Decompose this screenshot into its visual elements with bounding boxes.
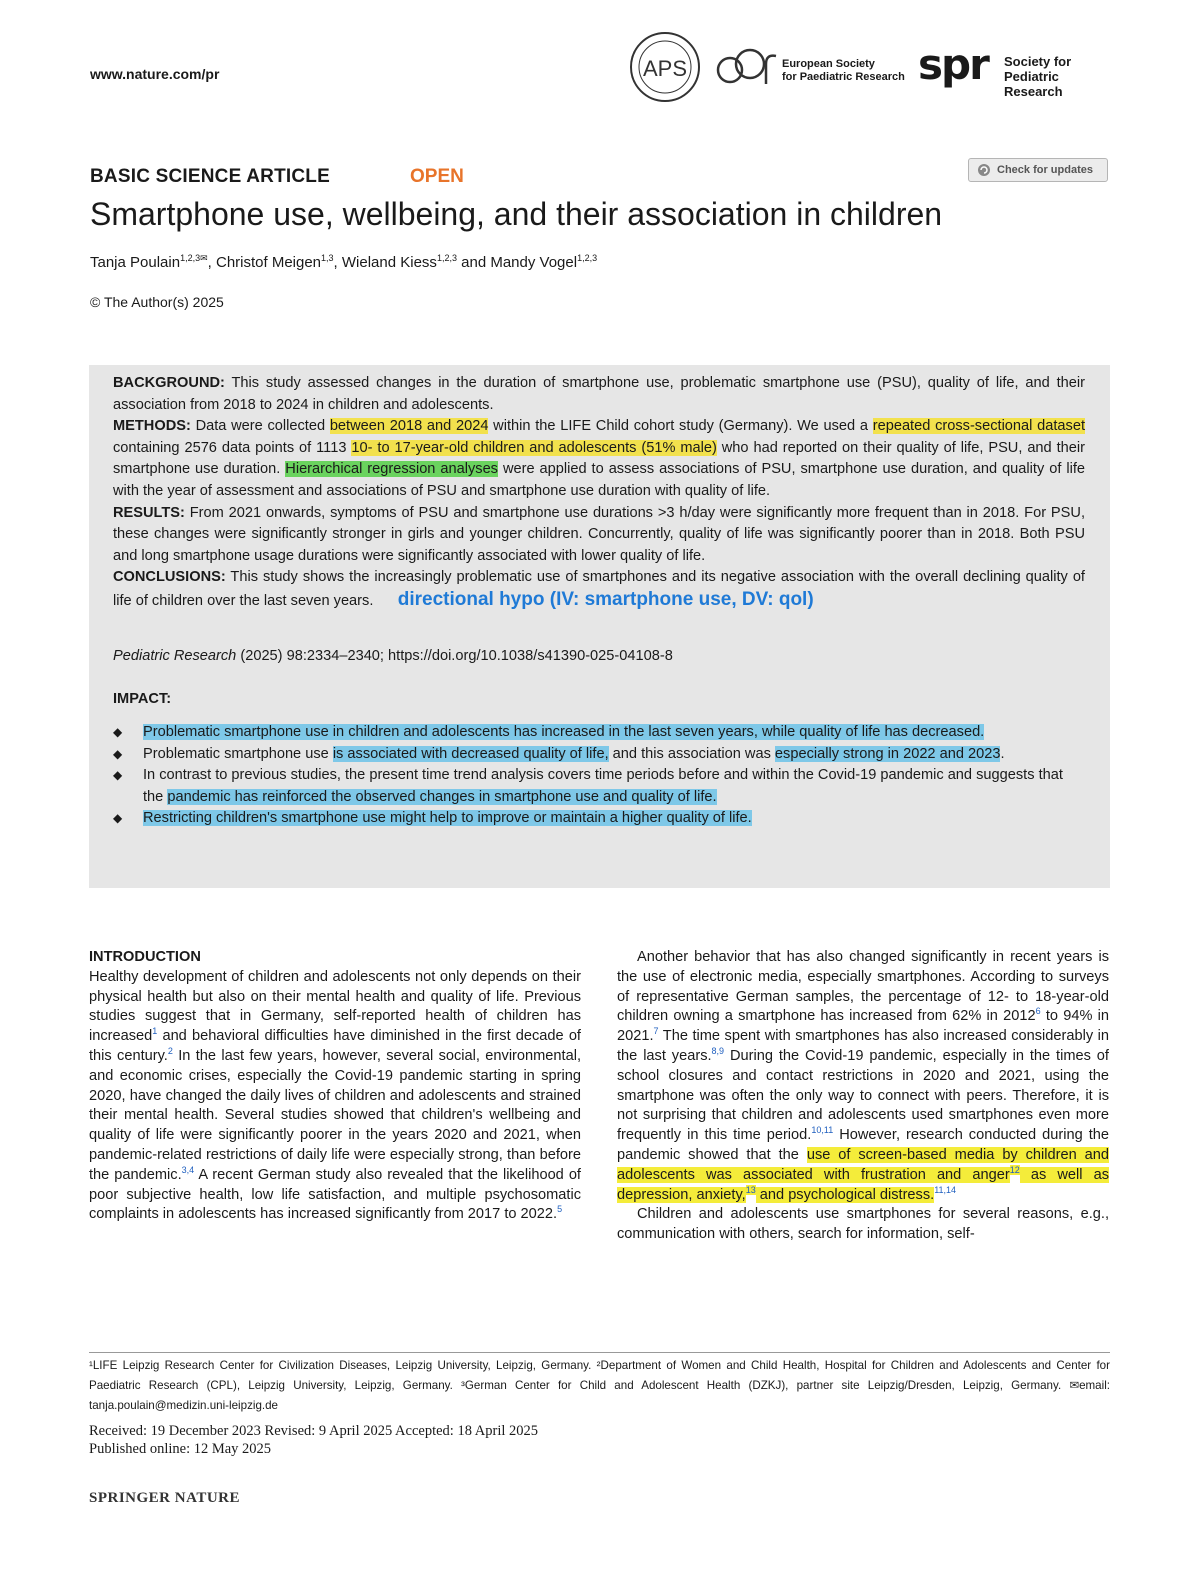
- reference-link[interactable]: 5: [557, 1204, 563, 1215]
- conclusions-text: This study shows the increasingly problematic use of smartphones and its negative association with the overall declining quality of life of children over the last seven years.: [113, 569, 1085, 609]
- publication-dates: [89, 1422, 538, 1458]
- highlight-yellow: between 2018 and 2024: [329, 418, 489, 435]
- body-text: During the Covid-19 pandemic, especially in the times of school closures and contact restrictions in 2020 and 2021, using the smartphone was often the only way to connect with peers. Therefore, it is not surprising that children and adolescents used smartphones even more frequently in this time period.: [617, 1047, 1109, 1144]
- background-label: BACKGROUND:: [113, 375, 225, 391]
- author-affiliation[interactable]: 1,2,3✉: [180, 253, 208, 263]
- check-for-updates-button[interactable]: [968, 158, 1108, 182]
- author-name[interactable]: Wieland Kiess: [341, 254, 437, 271]
- received-revised-accepted: Received: 19 December 2023 Revised: 9 April 2025 Accepted: 18 April 2025: [89, 1423, 538, 1439]
- body-text: to 94% in 2021.: [617, 1008, 1109, 1045]
- society-logos: [628, 30, 1118, 104]
- results-label: RESULTS:: [113, 504, 185, 521]
- abstract-text: [113, 373, 1085, 613]
- reference-link[interactable]: 8,9: [711, 1046, 725, 1057]
- body-text: In the last few years, however, several social, environmental, and economic crises, especially the Covid-19 pandemic starting in spring 2020, have changed the daily lives of children and adolescents and strained their mental health. Several studies showed that children's wellbeing and quality of life were significantly poorer in the years 2020 and 2021, when pandemic-related restrictions of daily life were especially strong, than before the pandemic.: [89, 1047, 582, 1183]
- highlight-blue: Restricting children's smartphone use might help to improve or maintain a higher quality of life.: [143, 810, 752, 827]
- citation-doi[interactable]: (2025) 98:2334–2340; https://doi.org/10.1038/s41390-025-04108-8: [236, 648, 673, 664]
- diamond-bullet-icon: ◆: [113, 725, 123, 739]
- impact-heading: IMPACT:: [113, 691, 172, 707]
- intro-paragraph: [89, 968, 581, 1225]
- background-text: This study assessed changes in the duration of smartphone use, problematic smartphone use (PSU), quality of life, and their association from 2018 to 2024 in children and adolescents.: [113, 375, 1085, 413]
- highlight-blue: especially strong in 2022 and 2023: [774, 745, 1001, 762]
- published-online: Published online: 12 May 2025: [89, 1441, 272, 1457]
- body-paragraph: [617, 948, 1109, 1205]
- open-access-badge: OPEN: [410, 166, 464, 187]
- section-heading-introduction: INTRODUCTION: [89, 949, 201, 965]
- methods-text: were applied to assess associations of PSU, smartphone use duration, and quality of life with the year of assessment and associations of PSU and smartphone use duration with quality of life.: [113, 461, 1085, 499]
- methods-text: Data were collected: [190, 418, 330, 435]
- body-column-right: [617, 948, 1109, 1245]
- reference-link[interactable]: 12: [1009, 1164, 1020, 1175]
- author-list: [90, 253, 597, 271]
- highlight-yellow: 10- to 17-year-old children and adolescents (51% male): [351, 439, 717, 456]
- impact-text: Problematic smartphone use: [143, 745, 333, 762]
- abstract-background: [113, 373, 1085, 416]
- refresh-icon: [977, 163, 991, 177]
- diamond-bullet-icon: ◆: [113, 768, 123, 783]
- author-affiliation[interactable]: 1,2,3: [436, 253, 457, 263]
- footnote-divider: [89, 1352, 1110, 1353]
- spr-logo-glyph: spr: [918, 40, 988, 89]
- article-type: BASIC SCIENCE ARTICLE: [90, 166, 330, 187]
- diamond-bullet-icon: ◆: [113, 811, 123, 826]
- body-text: The time spent with smartphones has also increased considerably in the last years.: [617, 1028, 1109, 1064]
- impact-item: [113, 744, 1085, 766]
- body-text: Another behavior that has also changed significantly in recent years is the use of electronic media, especially smartphones. According to surveys of representative German samples, the percentage of 12- to 18-year-old children owning a smartphone has increased from 62% in 2012: [617, 949, 1109, 1025]
- espr-line-1: European Society: [782, 58, 875, 70]
- reference-link[interactable]: 3,4: [181, 1164, 195, 1175]
- spr-line-2: Pediatric Research: [1004, 69, 1063, 99]
- aps-logo-text: APS: [642, 56, 688, 81]
- spr-line-1: Society for: [1004, 54, 1072, 69]
- espr-logo-mark: [716, 44, 780, 94]
- citation-journal: Pediatric Research: [113, 648, 237, 664]
- article-title: Smartphone use, wellbeing, and their association in children: [90, 196, 943, 232]
- reference-link[interactable]: 2: [167, 1046, 173, 1057]
- body-text: and behavioral difficulties have diminished in the first decade of this century.: [89, 1028, 581, 1064]
- impact-text: .: [1000, 745, 1005, 762]
- impact-item: [113, 765, 1085, 808]
- methods-text: within the LIFE Child cohort study (Germany). We used a: [488, 418, 873, 435]
- highlight-blue: pandemic has reinforced the observed changes in smartphone use and quality of life.: [167, 788, 717, 805]
- publisher-logo: SPRINGER NATURE: [89, 1490, 240, 1506]
- abstract-results: [113, 503, 1085, 568]
- impact-item: [113, 808, 1085, 830]
- highlight-yellow: repeated cross-sectional dataset: [872, 418, 1085, 435]
- author-name[interactable]: Tanja Poulain: [90, 254, 181, 271]
- highlight-green: Hierarchical regression analyses: [285, 461, 498, 478]
- author-affiliation[interactable]: 1,3: [321, 253, 334, 263]
- aps-logo: [628, 30, 702, 104]
- body-text: Healthy development of children and adolescents not only depends on their physical health but also on their mental health and quality of life. Previous studies suggest that in Germany, self-reported health of children has increased: [89, 968, 581, 1045]
- methods-text: containing 2576 data points of 1113: [113, 439, 352, 456]
- body-paragraph: Children and adolescents use smartphones for several reasons, e.g., communication with others, search for information, self-: [617, 1206, 1109, 1243]
- reference-link[interactable]: 1: [152, 1026, 158, 1037]
- author-affiliation[interactable]: 1,2,3: [577, 253, 598, 263]
- highlight-blue: is associated with decreased quality of life,: [332, 745, 609, 762]
- methods-label: METHODS:: [113, 418, 191, 435]
- affiliations-footnote: ¹LIFE Leipzig Research Center for Civilization Diseases, Leipzig University, Leipzig, Germany. ²Department of Women and Child Health, Hospital for Children and Adolescents and Center for Paediatric Research (CPL), Leipzig University, Leipzig, Germany. ³German Center for Child and Adolescent Health (DZKJ), partner site Leipzig/Dresden, Leipzig, Germany. ✉email: tanja.poulain@medizin.uni-leipzig.de: [89, 1359, 1110, 1412]
- espr-line-2: for Paediatric Research: [782, 71, 905, 83]
- highlight-yellow: and psychological distress.: [755, 1186, 935, 1203]
- impact-item: [113, 722, 1085, 744]
- body-text: However, research conducted during the pandemic showed that the: [617, 1127, 1109, 1163]
- reference-link[interactable]: 10,11: [811, 1125, 834, 1136]
- body-column-left: [89, 948, 581, 1225]
- reference-link[interactable]: 11,14: [934, 1184, 957, 1195]
- reference-link[interactable]: 13: [745, 1184, 756, 1195]
- diamond-bullet-icon: ◆: [113, 746, 123, 761]
- results-text: From 2021 onwards, symptoms of PSU and smartphone use durations >3 h/day were significantly more frequent than in 2018. For PSU, these changes were significantly stronger in girls and younger children. Concurrently, quality of life was significantly poorer than in 2018. Both PSU and long smartphone usage durations were significantly associated with lower quality of life.: [113, 504, 1085, 564]
- journal-url[interactable]: www.nature.com/pr: [90, 66, 220, 82]
- impact-text: and this association was: [608, 745, 775, 762]
- reference-link[interactable]: 7: [653, 1026, 659, 1037]
- abstract-methods: [113, 416, 1085, 502]
- highlight-blue: Problematic smartphone use in children and adolescents has increased in the last seven years, while quality of life has decreased.: [143, 724, 985, 740]
- reference-link[interactable]: 6: [1035, 1006, 1041, 1017]
- author-sep: ,: [207, 254, 216, 271]
- impact-text: In contrast to previous studies, the present time trend analysis covers time periods before and within the Covid-19 pandemic and suggests that the: [143, 767, 1063, 805]
- highlight-yellow: as well as depression, anxiety,: [617, 1166, 1109, 1203]
- citation-line: [113, 648, 673, 664]
- copyright-notice: © The Author(s) 2025: [90, 294, 224, 310]
- abstract-conclusions: [113, 567, 1085, 612]
- handwritten-annotation: directional hypo (IV: smartphone use, DV: qol): [397, 588, 814, 610]
- spr-logo: [918, 40, 1118, 99]
- abstract-box: [89, 365, 1110, 888]
- impact-list: [113, 722, 1085, 830]
- author-name[interactable]: Christof Meigen: [215, 254, 322, 271]
- author-sep: ,: [333, 254, 342, 271]
- methods-text: who had reported on their quality of life, PSU, and their smartphone use duration.: [113, 439, 1085, 478]
- body-text: A recent German study also revealed that the likelihood of poor subjective health, low life satisfaction, and multiple psychosomatic complaints in adolescents has increased significantly from 2017 to 2022.: [89, 1166, 581, 1223]
- author-and: and: [456, 254, 491, 271]
- check-for-updates-label: Check for updates: [997, 164, 1093, 176]
- conclusions-label: CONCLUSIONS:: [113, 569, 226, 586]
- highlight-yellow: use of screen-based media by children and adolescents was associated with frustration and anger: [617, 1146, 1109, 1183]
- espr-logo: [716, 44, 916, 94]
- author-name[interactable]: Mandy Vogel: [490, 254, 578, 271]
